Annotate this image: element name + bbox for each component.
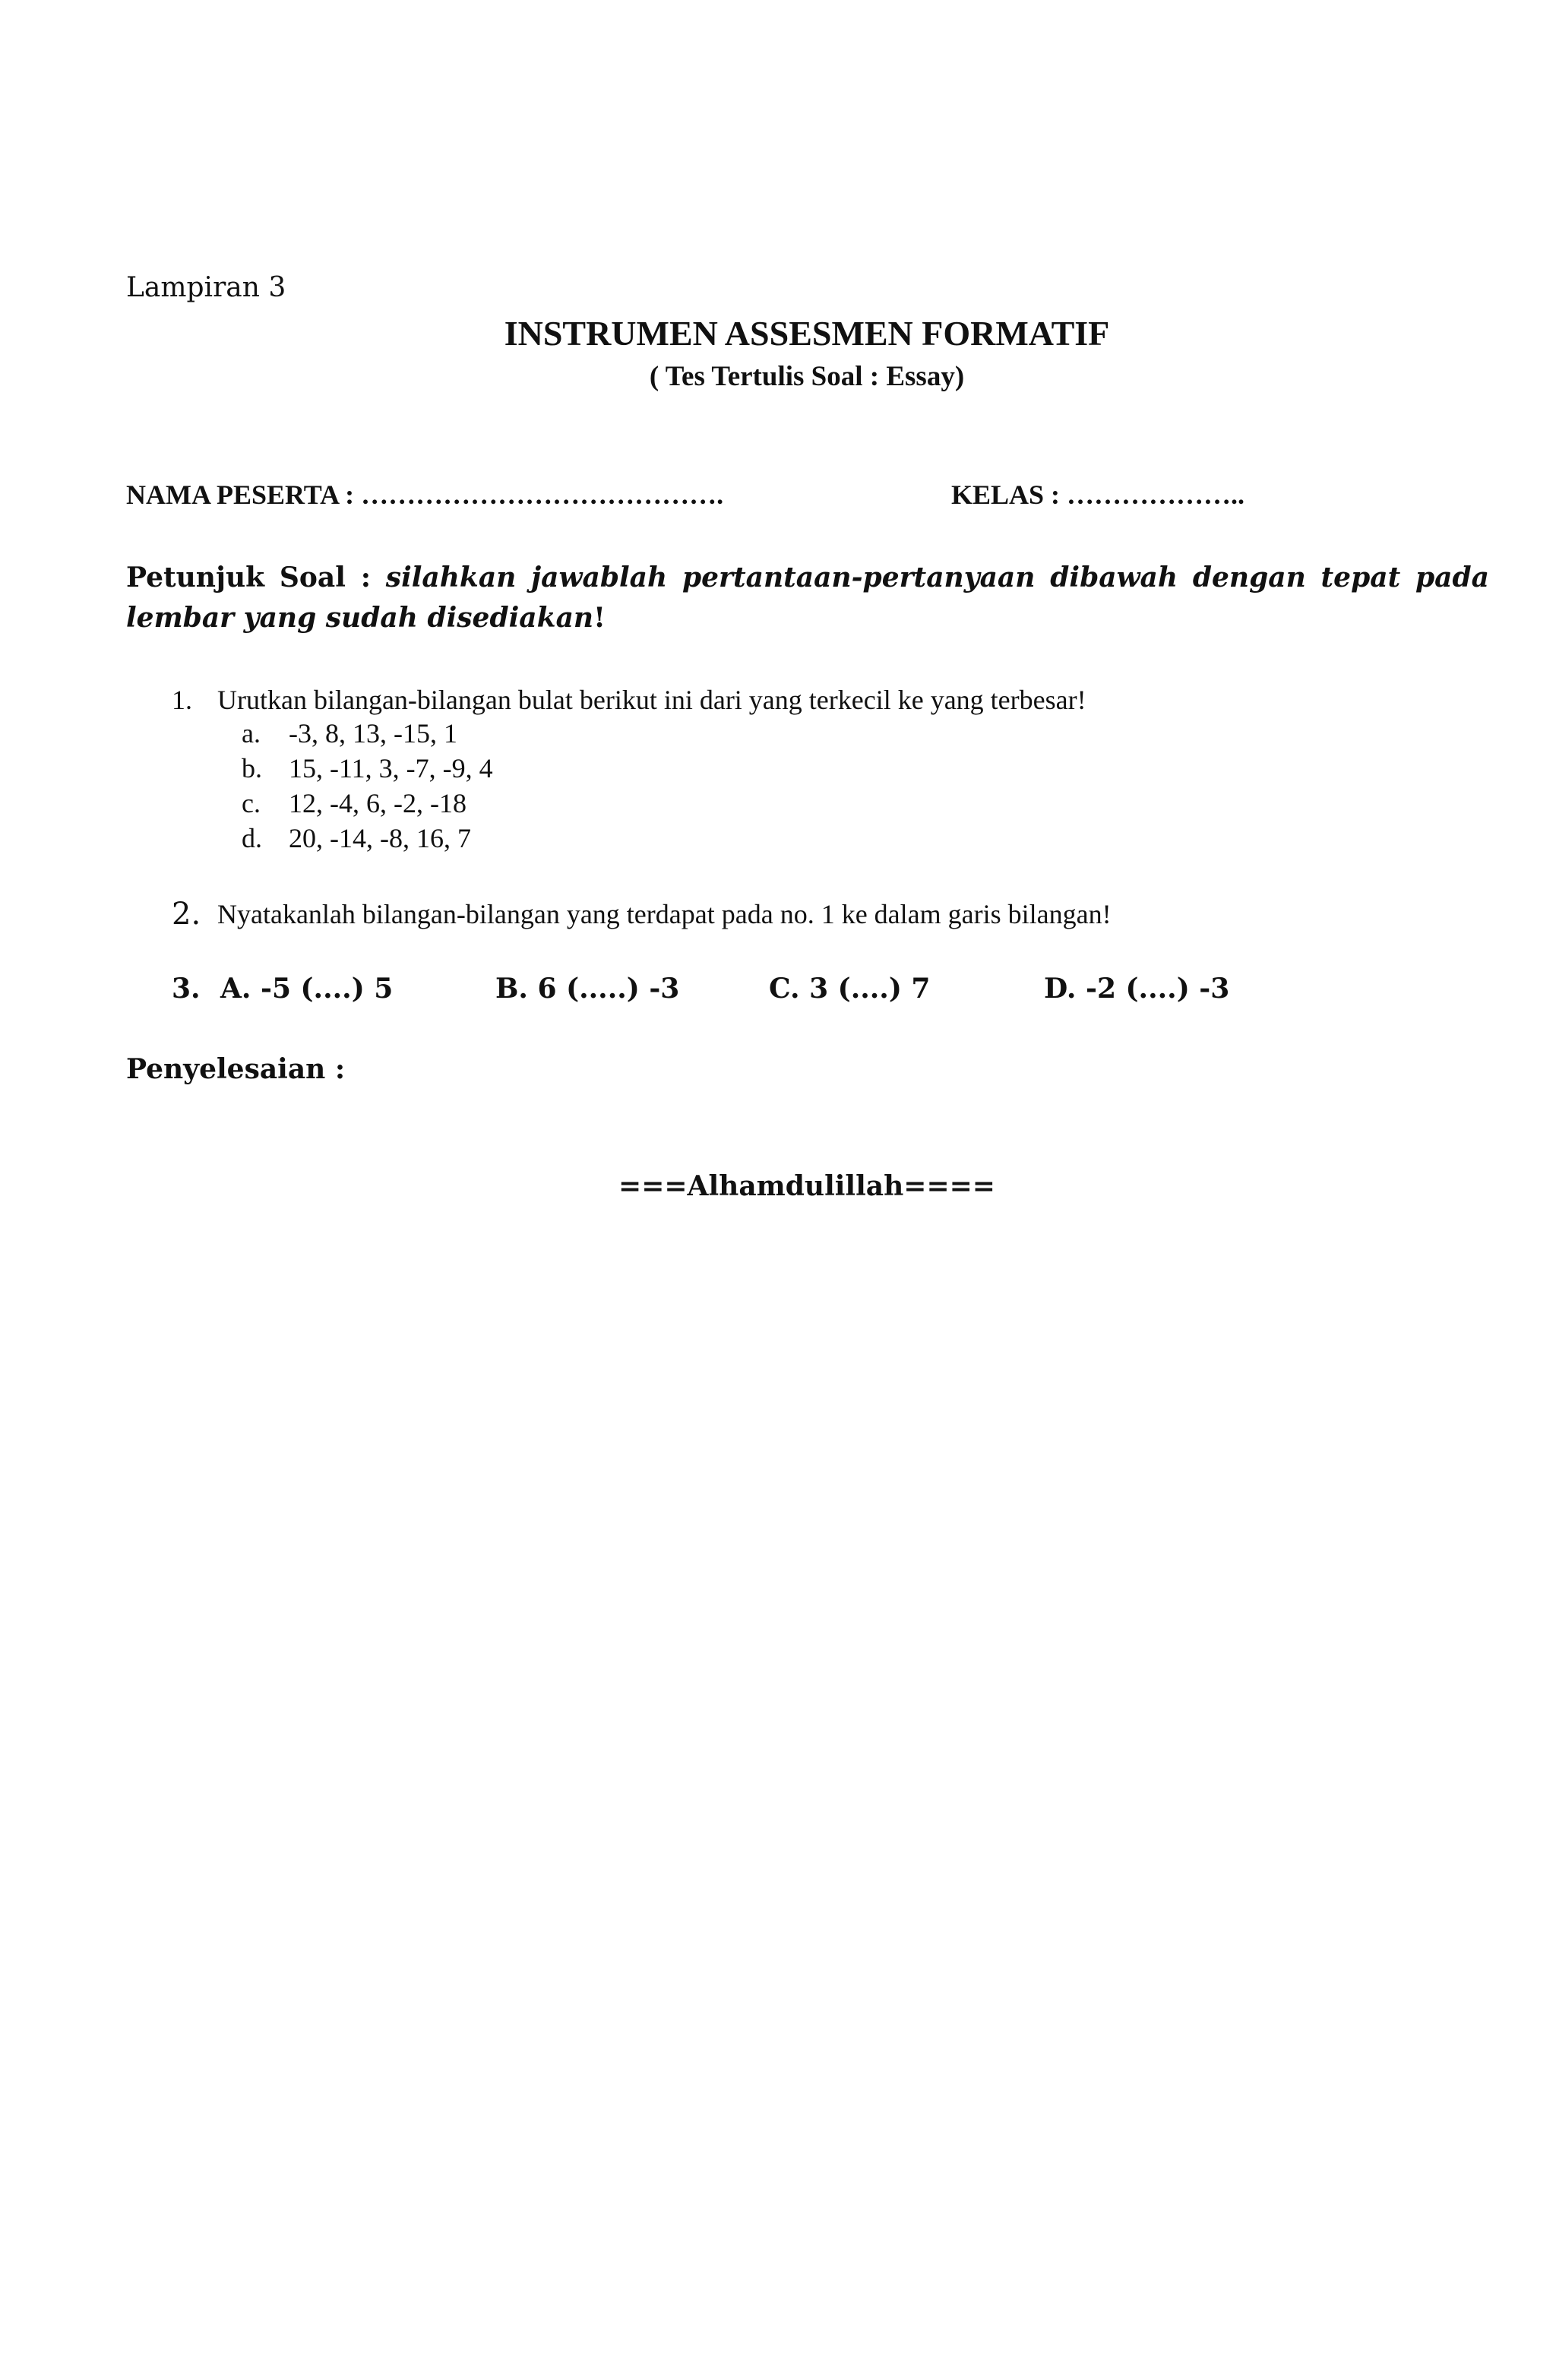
list-item (242, 786, 493, 821)
question-2-text: Nyatakanlah bilangan-bilangan yang terdapat pada no. 1 ke dalam garis bilangan! (217, 899, 1112, 929)
list-item (242, 821, 493, 856)
closing-text: ===Alhamdulillah==== (618, 1170, 995, 1202)
document-subtitle: ( Tes Tertulis Soal : Essay) (649, 361, 965, 392)
list-item (242, 751, 493, 786)
item-values: 12, -4, 6, -2, -18 (289, 788, 466, 818)
question-1-number: 1. (172, 685, 192, 715)
item-letter: a. (242, 718, 261, 748)
question-3-number: 3. (172, 973, 201, 1005)
item-values: 15, -11, 3, -7, -9, 4 (289, 753, 493, 783)
class-field: KELAS : ……………….. (951, 479, 1245, 510)
question-3-option-c: C. 3 (....) 7 (769, 973, 931, 1005)
instructions-label: Petunjuk Soal : (126, 562, 386, 593)
list-item (242, 716, 493, 751)
instructions-end: ! (593, 602, 606, 634)
item-letter: b. (242, 753, 262, 783)
item-letter: d. (242, 823, 262, 853)
question-2-number: 2. (172, 897, 201, 932)
participant-name-field: NAMA PESERTA : …………………………………. (126, 479, 724, 510)
instructions (126, 558, 1489, 638)
item-letter: c. (242, 788, 261, 818)
solution-heading: Penyelesaian : (126, 1053, 346, 1085)
question-3-option-a: A. -5 (....) 5 (220, 973, 394, 1005)
question-1-items (242, 716, 493, 856)
item-values: -3, 8, 13, -15, 1 (289, 718, 457, 748)
question-1-text: Urutkan bilangan-bilangan bulat berikut ini dari yang terkecil ke yang terbesar! (217, 685, 1086, 715)
question-3-option-d: D. -2 (....) -3 (1044, 973, 1230, 1005)
attachment-label: Lampiran 3 (126, 272, 286, 303)
item-values: 20, -14, -8, 16, 7 (289, 823, 471, 853)
question-3-option-b: B. 6 (.....) -3 (495, 973, 680, 1005)
instructions-text: silahkan jawablah pertantaan-pertanyaan dibawah dengan tepat pada lembar yang sudah disediakan (126, 562, 1489, 634)
document-title: INSTRUMEN ASSESMEN FORMATIF (504, 314, 1110, 353)
